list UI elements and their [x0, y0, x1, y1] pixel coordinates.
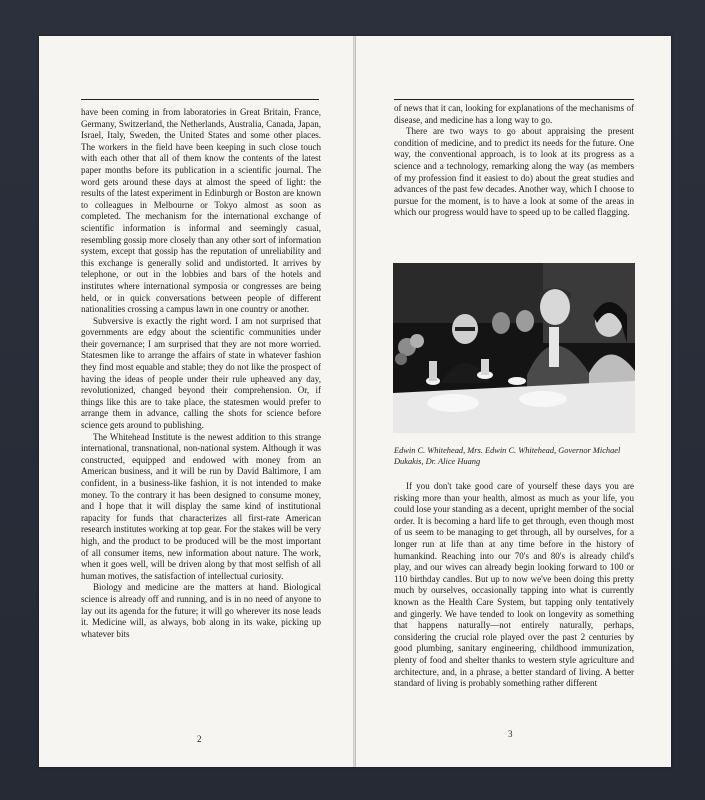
right-page-body-top: [394, 103, 634, 219]
header-rule: [394, 99, 634, 100]
page-number: 3: [508, 729, 513, 739]
paragraph: Subversive is exactly the right word. I am not surprised that governments are edgy about the scientific communities under their governance; I am surprised that they are not more worried. Statesmen like to arrange the affairs of state in whatever fashion they find most equable and stable; they do not like the prospect of having the ideas of people under their rule upheaved any day, revolutionized, changed beyond their comprehension. Or, if things like this are to take place, the statesmen would prefer to arrange them in advance, calling the shots for science before science gets around to publishing.: [81, 315, 321, 431]
page-number: 2: [197, 734, 202, 744]
header-rule: [81, 99, 319, 100]
left-page-body: [81, 107, 321, 640]
event-photograph: [393, 263, 635, 433]
paragraph: Biology and medicine are the matters at hand. Biological science is already off and running, and is in no need of anyone to lay out its agenda for the future; it will go wherever its nose leads it. Medicine will, as always, bob along in its wake, picking up whatever bits: [81, 582, 321, 639]
paragraph: have been coming in from laboratories in Great Britain, France, Germany, Switzerland, the Netherlands, Australia, Canada, Japan, Israel, Italy, Sweden, the United States and some other places. The workers in the field have been keeping in such close touch with each other that all of them know the contents of the latest paper months before its publication in a scientific journal. The word gets around these days at almost the speed of light: the results of the latest experiment in Edinburgh or Boston are known to colleagues in Melbourne or Tokyo almost as soon as completed. The mechanism for the international exchange of scientific information is informal and seemingly casual, resembling gossip more closely than any other sort of information system, except that gossip has the reputation of unreliability and this exchange is generally solid and undistorted. It arrives by telephone, or out in the lobbies and bars of the hotels and institutes where international symposia or congresses are being held, or in quick conversations between people of different nationalities crossing a campus lawn in one country or another.: [81, 107, 321, 315]
paragraph: If you don't take good care of yourself these days you are risking more than your health, almost as much as your life, you could lose your standing as a decent, upright member of the social order. It is becoming a hard life to get through, even though most of us seem to be managing to get through, all by ourselves, for a longer run at life than at any time before in the history of humankind. Reaching into our 70's and 80's is already child's play, and our wives can already begin looking forward to 100 or 110 birthday candles. But up to now we've been doing this pretty much by ourselves, occasionally tapping into what is currently known as the Health Care System, but tapping only tentatively and gingerly. We have tended to look on longevity as something that happens naturally—not entirely naturally, perhaps, considering the crucial role played over the past 2 centuries by good plumbing, sanitary engineering, childhood immunization, plenty of food and shelter thanks to western style agriculture and architecture, and, in a phrase, a better standard of living. A better standard of living is probably something rather different: [394, 481, 634, 689]
photo-caption: Edwin C. Whitehead, Mrs. Edwin C. Whitehead, Governor Michael Dukakis, Dr. Alice Huang: [394, 446, 621, 466]
paragraph: of news that it can, looking for explanations of the mechanisms of disease, and medicine has a long way to go.: [394, 103, 634, 125]
left-page: [39, 36, 355, 767]
paragraph: There are two ways to go about appraising the present condition of medicine, and to predict its needs for the future. One way, the conventional approach, is to look at its progress as a science and a technology, remarking along the way (as members of my profession find it easiest to do) about the great studies and advances of the past few decades. Another way, which I choose to pursue for the moment, is to have a look at some of the areas in which our progress would have to speed up to be called flagging.: [394, 126, 634, 218]
photo-illustration: [393, 263, 635, 433]
right-page-body-bottom: [394, 481, 634, 690]
right-page: [356, 36, 671, 767]
paragraph: The Whitehead Institute is the newest addition to this strange international, transnational, non-national system. Although it was constructed, equipped and endowed with money from an American business, and it will be run by David Baltimore, I am confident, in a business-like fashion, it is not intended to make money. To the contrary it has been designed to consume money, and I hope that it will display the same kind of institutional rapacity for funds that characterizes all first-rate American research institutes working at top gear. For the stakes will be very high, and the product to be produced will be the most important of all consumer items, new information about nature. The work, when it goes well, will be driven along by that most selfish of all human motives, the satisfaction of intellectual curiosity.: [81, 431, 321, 581]
